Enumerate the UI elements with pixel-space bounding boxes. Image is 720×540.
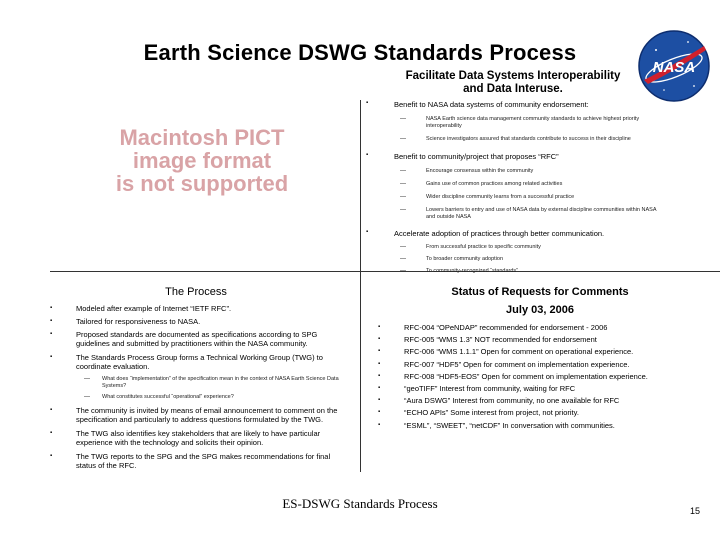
benefit-subitem-text: From successful practice to specific community (426, 244, 541, 250)
bullet-icon: ▪ (50, 331, 53, 337)
status-item-text: RFC-006 “WMS 1.1.1” Open for comment on operational experience. (404, 347, 634, 357)
status-item (378, 372, 708, 384)
status-item-text: RFC-008 “HDF5-EOS” Open for comment on implementation experience. (404, 371, 648, 381)
bullet-icon: ▪ (366, 152, 369, 158)
process-title: The Process (165, 286, 227, 298)
status-title: Status of Requests for Comments (451, 286, 629, 298)
status-item (378, 347, 708, 359)
process-subitem-text: What constitutes successful “operational” experience? (102, 394, 234, 400)
dash-icon: — (400, 207, 406, 213)
benefit-subitem (366, 244, 666, 251)
dash-icon: — (400, 116, 406, 122)
missing-image-placeholder (95, 126, 309, 218)
status-item (378, 335, 708, 347)
process-subitem-text: What does “implementation” of the specification mean in the context of NASA Earth Science Data Systems? (102, 376, 339, 389)
benefit-subitem-text: To broader community adoption (426, 256, 504, 262)
dash-icon: — (400, 268, 406, 274)
process-item (50, 304, 352, 313)
process-item (50, 406, 352, 424)
status-item (378, 396, 708, 408)
benefit-subitem (366, 181, 666, 188)
benefit-subitem-text: To community-recognized “standards” (426, 268, 519, 274)
status-item (378, 421, 708, 433)
bullet-icon: ▪ (366, 229, 369, 235)
benefit-subitem-text: Lowers barriers to entry and use of NASA data by external discipline communities within NASA and outside NASA (426, 207, 657, 220)
bullet-icon: ▪ (378, 348, 381, 355)
bullet-icon: ▪ (378, 360, 381, 367)
pict-line-3: is not supported (115, 171, 289, 196)
bullet-icon: ▪ (50, 453, 53, 459)
status-item-text: “ECHO APIs” Some interest from project, not priority. (404, 408, 579, 418)
bullet-icon: ▪ (378, 372, 381, 379)
process-item-text: Tailored for responsiveness to NASA. (76, 317, 201, 326)
benefit-subitem (366, 116, 666, 130)
benefit-text: Benefit to community/project that proposes “RFC” (394, 152, 559, 161)
benefit-subitem (366, 207, 666, 221)
process-item (50, 317, 352, 326)
bullet-icon: ▪ (50, 318, 53, 324)
status-item-text: “Aura DSWG” Interest from community, no one available for RFC (404, 396, 620, 406)
process-item-text: Proposed standards are documented as specifications according to SPG guidelines and submitted by practitioners within the NASA community. (76, 330, 318, 348)
process-subitem (62, 394, 352, 401)
benefit-subitem (366, 136, 666, 143)
dash-icon: — (84, 394, 90, 400)
process-item-text: The Standards Process Group forms a Technical Working Group (TWG) to coordinate evaluation. (76, 353, 323, 371)
benefit-subitem-text: Encourage consensus within the community (426, 168, 534, 174)
status-item (378, 408, 708, 420)
process-item-text: The TWG reports to the SPG and the SPG makes recommendations for final status of the RFC. (76, 452, 331, 470)
process-subitem (62, 376, 352, 390)
dash-icon: — (400, 168, 406, 174)
bullet-icon: ▪ (366, 100, 369, 106)
vertical-divider (360, 100, 361, 472)
bullet-icon: ▪ (378, 409, 381, 416)
status-item-text: “ESML”, “SWEET”, “netCDF” In conversation with communities. (404, 420, 615, 430)
bullet-icon: ▪ (378, 324, 381, 330)
pict-line-2: image format (132, 148, 272, 173)
logo-text: NASA (652, 59, 696, 76)
status-list (378, 323, 708, 433)
bullet-icon: ▪ (378, 397, 381, 404)
bullet-icon: ▪ (378, 421, 381, 428)
process-item (50, 452, 352, 470)
bullet-icon: ▪ (50, 305, 53, 311)
slide-title: Earth Science DSWG Standards Process (143, 40, 577, 65)
benefit-subitem-text: Science investigators assured that standards contribute to success in their discipline (426, 136, 631, 142)
bullet-icon: ▪ (378, 384, 381, 391)
process-item (50, 429, 352, 447)
status-item (378, 384, 708, 396)
benefit-subitem (366, 194, 666, 201)
benefit-subitem-text: Wider discipline community learns from a successful practice (426, 194, 575, 200)
benefit-item (366, 100, 666, 109)
status-item-text: “geoTIFF” Interest from community, waiting for RFC (404, 383, 576, 393)
benefit-subitem-text: NASA Earth science data management community standards to achieve highest priority interoperability (426, 116, 640, 129)
process-item-text: Modeled after example of Internet “IETF RFC”. (76, 304, 232, 313)
benefits-list (366, 100, 666, 275)
slide-footer: ES-DSWG Standards Process (282, 496, 438, 511)
bullet-icon: ▪ (50, 430, 53, 436)
benefit-text: Benefit to NASA data systems of community endorsement: (394, 100, 589, 109)
dash-icon: — (400, 136, 406, 142)
status-item-text: RFC-004 “OPeNDAP” recommended for endorsement - 2006 (404, 323, 608, 332)
status-item (378, 360, 708, 372)
process-item (50, 353, 352, 371)
pict-line-1: Macintosh PICT (119, 125, 285, 150)
benefit-item (366, 152, 666, 161)
dash-icon: — (84, 376, 90, 382)
status-item-text: RFC-005 “WMS 1.3” NOT recommended for endorsement (404, 335, 597, 345)
benefit-text: Accelerate adoption of practices through better communication. (394, 229, 605, 238)
page-number: 15 (690, 506, 701, 516)
status-item (378, 323, 708, 335)
dash-icon: — (400, 244, 406, 250)
benefit-subitem-text: Gains use of common practices among related activities (426, 181, 563, 187)
subtitle-line-1: Facilitate Data Systems Interoperability (405, 70, 621, 82)
process-list (50, 304, 352, 470)
process-item-text: The community is invited by means of email announcement to comment on the specification and particularly to address questions formulated by the TWG. (76, 406, 338, 424)
bullet-icon: ▪ (50, 407, 53, 413)
process-item-text: The TWG also identifies key stakeholders that are likely to have particular experience with the technology and solicits their opinion. (76, 429, 321, 447)
benefit-subitem (366, 268, 666, 275)
benefit-subitem (366, 256, 666, 263)
status-date: July 03, 2006 (506, 304, 574, 316)
dash-icon: — (400, 181, 406, 187)
bullet-icon: ▪ (378, 336, 381, 343)
subtitle-line-2: and Data Interuse. (463, 83, 563, 95)
slide-subtitle (378, 70, 648, 96)
dash-icon: — (400, 256, 406, 262)
benefit-item (366, 229, 666, 238)
bullet-icon: ▪ (50, 354, 53, 360)
status-item-text: RFC-007 “HDF5” Open for comment on implementation experience. (404, 359, 630, 369)
process-item (50, 330, 352, 348)
benefit-subitem (366, 168, 666, 175)
dash-icon: — (400, 194, 406, 200)
